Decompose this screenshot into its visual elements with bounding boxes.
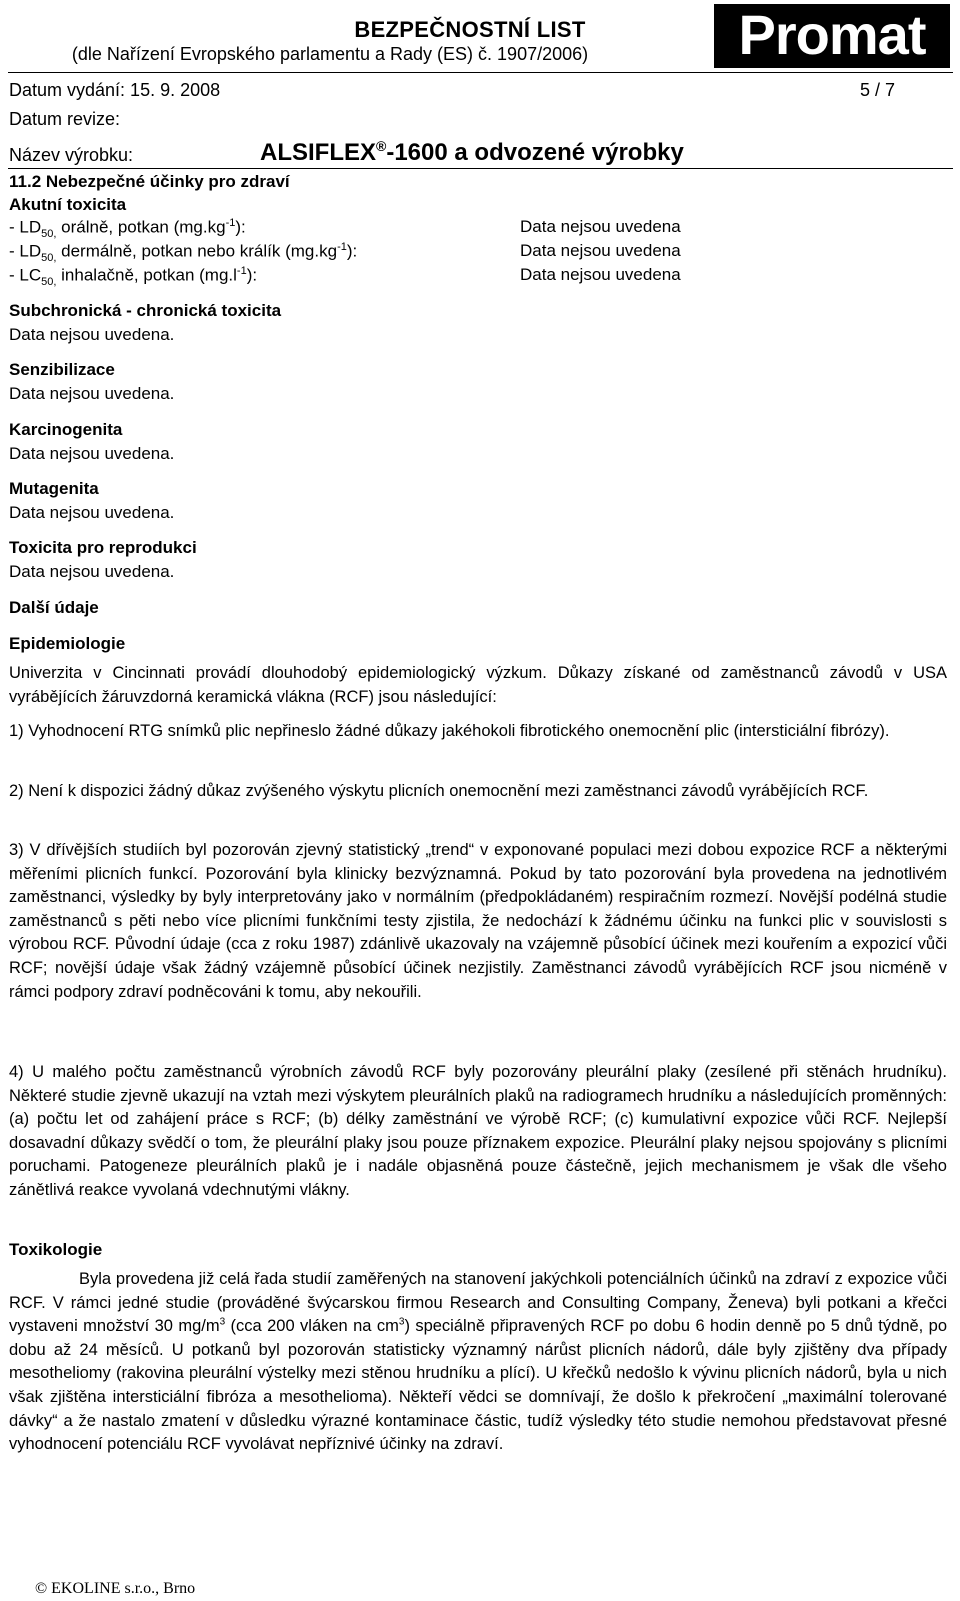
carcinogenicity-heading: Karcinogenita [9, 420, 123, 439]
revision-date-label: Datum revize: [9, 109, 121, 129]
document-title: BEZPEČNOSTNÍ LIST [354, 17, 586, 42]
mutagenicity-text: Data nejsou uvedena. [9, 503, 175, 522]
acute-row-inhalation: - $LC_{50,}$ inhalačně, potkan $(mg.l^{-1})$: [9, 265, 258, 289]
footer-copyright: © EKOLINE s.r.o., Brno [35, 1580, 196, 1597]
finding-4: 4) U malého počtu zaměstnanců výrobních závodů RCF byly pozorovány pleurální plaky (zesílené při stěnách hrudníku). Některé studie zjevně ukazují na vztah mezi výskytem pleurálních plaků na radiogramech hrudníku a následujících proměnných: (a) počtu let od zahájení práce s RCF; (b) délky zaměstnání ve výrobě RCF; (c) kumulativní expozice vůči RCF. Nejlepší dosavadní důkazy svědčí o tom, že pleurální plaky jsou pouze příznakem expozice. Pleurální plaky nejsou spojovány s plicními poruchami. Patogeneze pleurálních plaků je i nadále objasněná pouze částečně, jejich mechanismem je však dle všeho zánětlivá reakce vyvolaná vdechnutými vlákny. [9, 1063, 947, 1199]
acute-row-oral: - $LD_{50,}$ orálně, potkan $(mg.kg^{-1})$: [9, 217, 246, 241]
carcinogenicity-text: Data nejsou uvedena. [9, 444, 175, 463]
reproduction-heading: Toxicita pro reprodukci [9, 538, 197, 557]
acute-value-dermal: Data nejsou uvedena [520, 241, 681, 260]
subchronic-heading: Subchronická - chronická toxicita [9, 301, 282, 320]
page-number: 5 / 7 [860, 80, 896, 100]
mutagenicity-heading: Mutagenita [9, 479, 99, 498]
acute-value-inhalation: Data nejsou uvedena [520, 265, 681, 284]
sensitization-text: Data nejsou uvedena. [9, 384, 175, 403]
acute-row-dermal: - $LD_{50,}$ dermálně, potkan nebo králík $(mg.kg^{-1})$: [9, 241, 358, 265]
acute-value-oral: Data nejsou uvedena [520, 217, 681, 236]
document-subtitle: (dle Nařízení Evropského parlamentu a Rady (ES) č. 1907/2006) [71, 44, 589, 64]
acute-toxicity-heading: Akutní toxicita [9, 195, 127, 214]
product-label: Název výrobku: [9, 145, 134, 165]
promat-logo: Promat [714, 4, 950, 68]
sensitization-heading: Senzibilizace [9, 360, 115, 379]
finding-2: 2) Není k dispozici žádný důkaz zvýšeného výskytu plicních onemocnění mezi zaměstnanci závodů vyrábějících RCF. [9, 782, 869, 800]
more-info-heading: Další údaje [9, 598, 99, 617]
header-divider [8, 72, 953, 73]
header-divider-bottom [8, 168, 953, 169]
finding-1: 1) Vyhodnocení RTG snímků plic nepřineslo žádné důkazy jakéhokoli fibrotického onemocnění plic (intersticiální fibrózy). [9, 722, 890, 740]
toxicology-heading: Toxikologie [9, 1240, 103, 1259]
reproduction-text: Data nejsou uvedena. [9, 562, 175, 581]
product-name: ALSIFLEX®-1600 a odvozené výrobky [260, 138, 684, 166]
issue-date: Datum vydání: 15. 9. 2008 [9, 80, 221, 100]
toxicology-text: Byla provedena již celá řada studií zaměřených na stanovení jakýchkoli potenciálních účinků na zdraví z expozice vůči RCF. V rámci jedné studie (prováděné švýcarskou firmou Research and Consulting Company, Ženeva) byli potkani a křečci vystaveni množství 30 $mg/m^3$ (cca 200 vláken na $cm^3$) speciálně připravených RCF po dobu 6 hodin denně po 5 dnů týdně, po dobu až 24 měsíců. U potkanů byl pozorován statisticky významný nárůst plicních nádorů, dále byly zjištěny dva případy mesotheliomy (rakovina pleurální výstelky mezi stěnou hrudníku a plící). U křečků nedošlo k vývinu plicních nádorů, byla u nich však zjištěna intersticiální fibróza a mesothelioma). Někteří vědci se domnívají, že došlo k překročení „maximální tolerované dávky“ a že nastalo zmatení v důsledku výrazné kontaminace částic, tudíž výsledky této studie nemohou představovat přesné vyhodnocení potenciálu RCF vyvolávat nepříznivé účinky na zdraví. [9, 1270, 947, 1454]
subchronic-text: Data nejsou uvedena. [9, 325, 175, 344]
section-title: 11.2 Nebezpečné účinky pro zdraví [9, 172, 290, 191]
epidemiology-intro: Univerzita v Cincinnati provádí dlouhodobý epidemiologický výzkum. Důkazy získané od zaměstnanců závodů v USA vyrábějících žáruvzdorná keramická vlákna (RCF) jsou následující: [9, 664, 947, 706]
epidemiology-heading: Epidemiologie [9, 634, 126, 653]
finding-3: 3) V dřívějších studiích byl pozorován zjevný statistický „trend“ v exponované populaci mezi dobou expozice RCF a některými měřeními plicních funkcí. Pozorování byla klinicky bezvýznamná. Pokud by tato pozorování byla provedena na jednotlivém zaměstnanci, výsledky by byly interpretovány jako v normálním (předpokládaném) respiračním rozmezí. Novější podélná studie zaměstnanců s pěti nebo více plicními funkčními testy zjistila, že nedochází k žádnému účinku na funkci plic v souvislosti s výrobou RCF. Původní údaje (cca z roku 1987) zdánlivě ukazovaly na vzájemně působící účinek mezi kouřením a expozicí vůči RCF; novější údaje však žádný vzájemně působící účinek nezjistily. Zaměstnanci závodů vyrábějících RCF jsou nicméně v rámci podpory zdraví podněcováni k tomu, aby nekouřili. [9, 841, 947, 1001]
